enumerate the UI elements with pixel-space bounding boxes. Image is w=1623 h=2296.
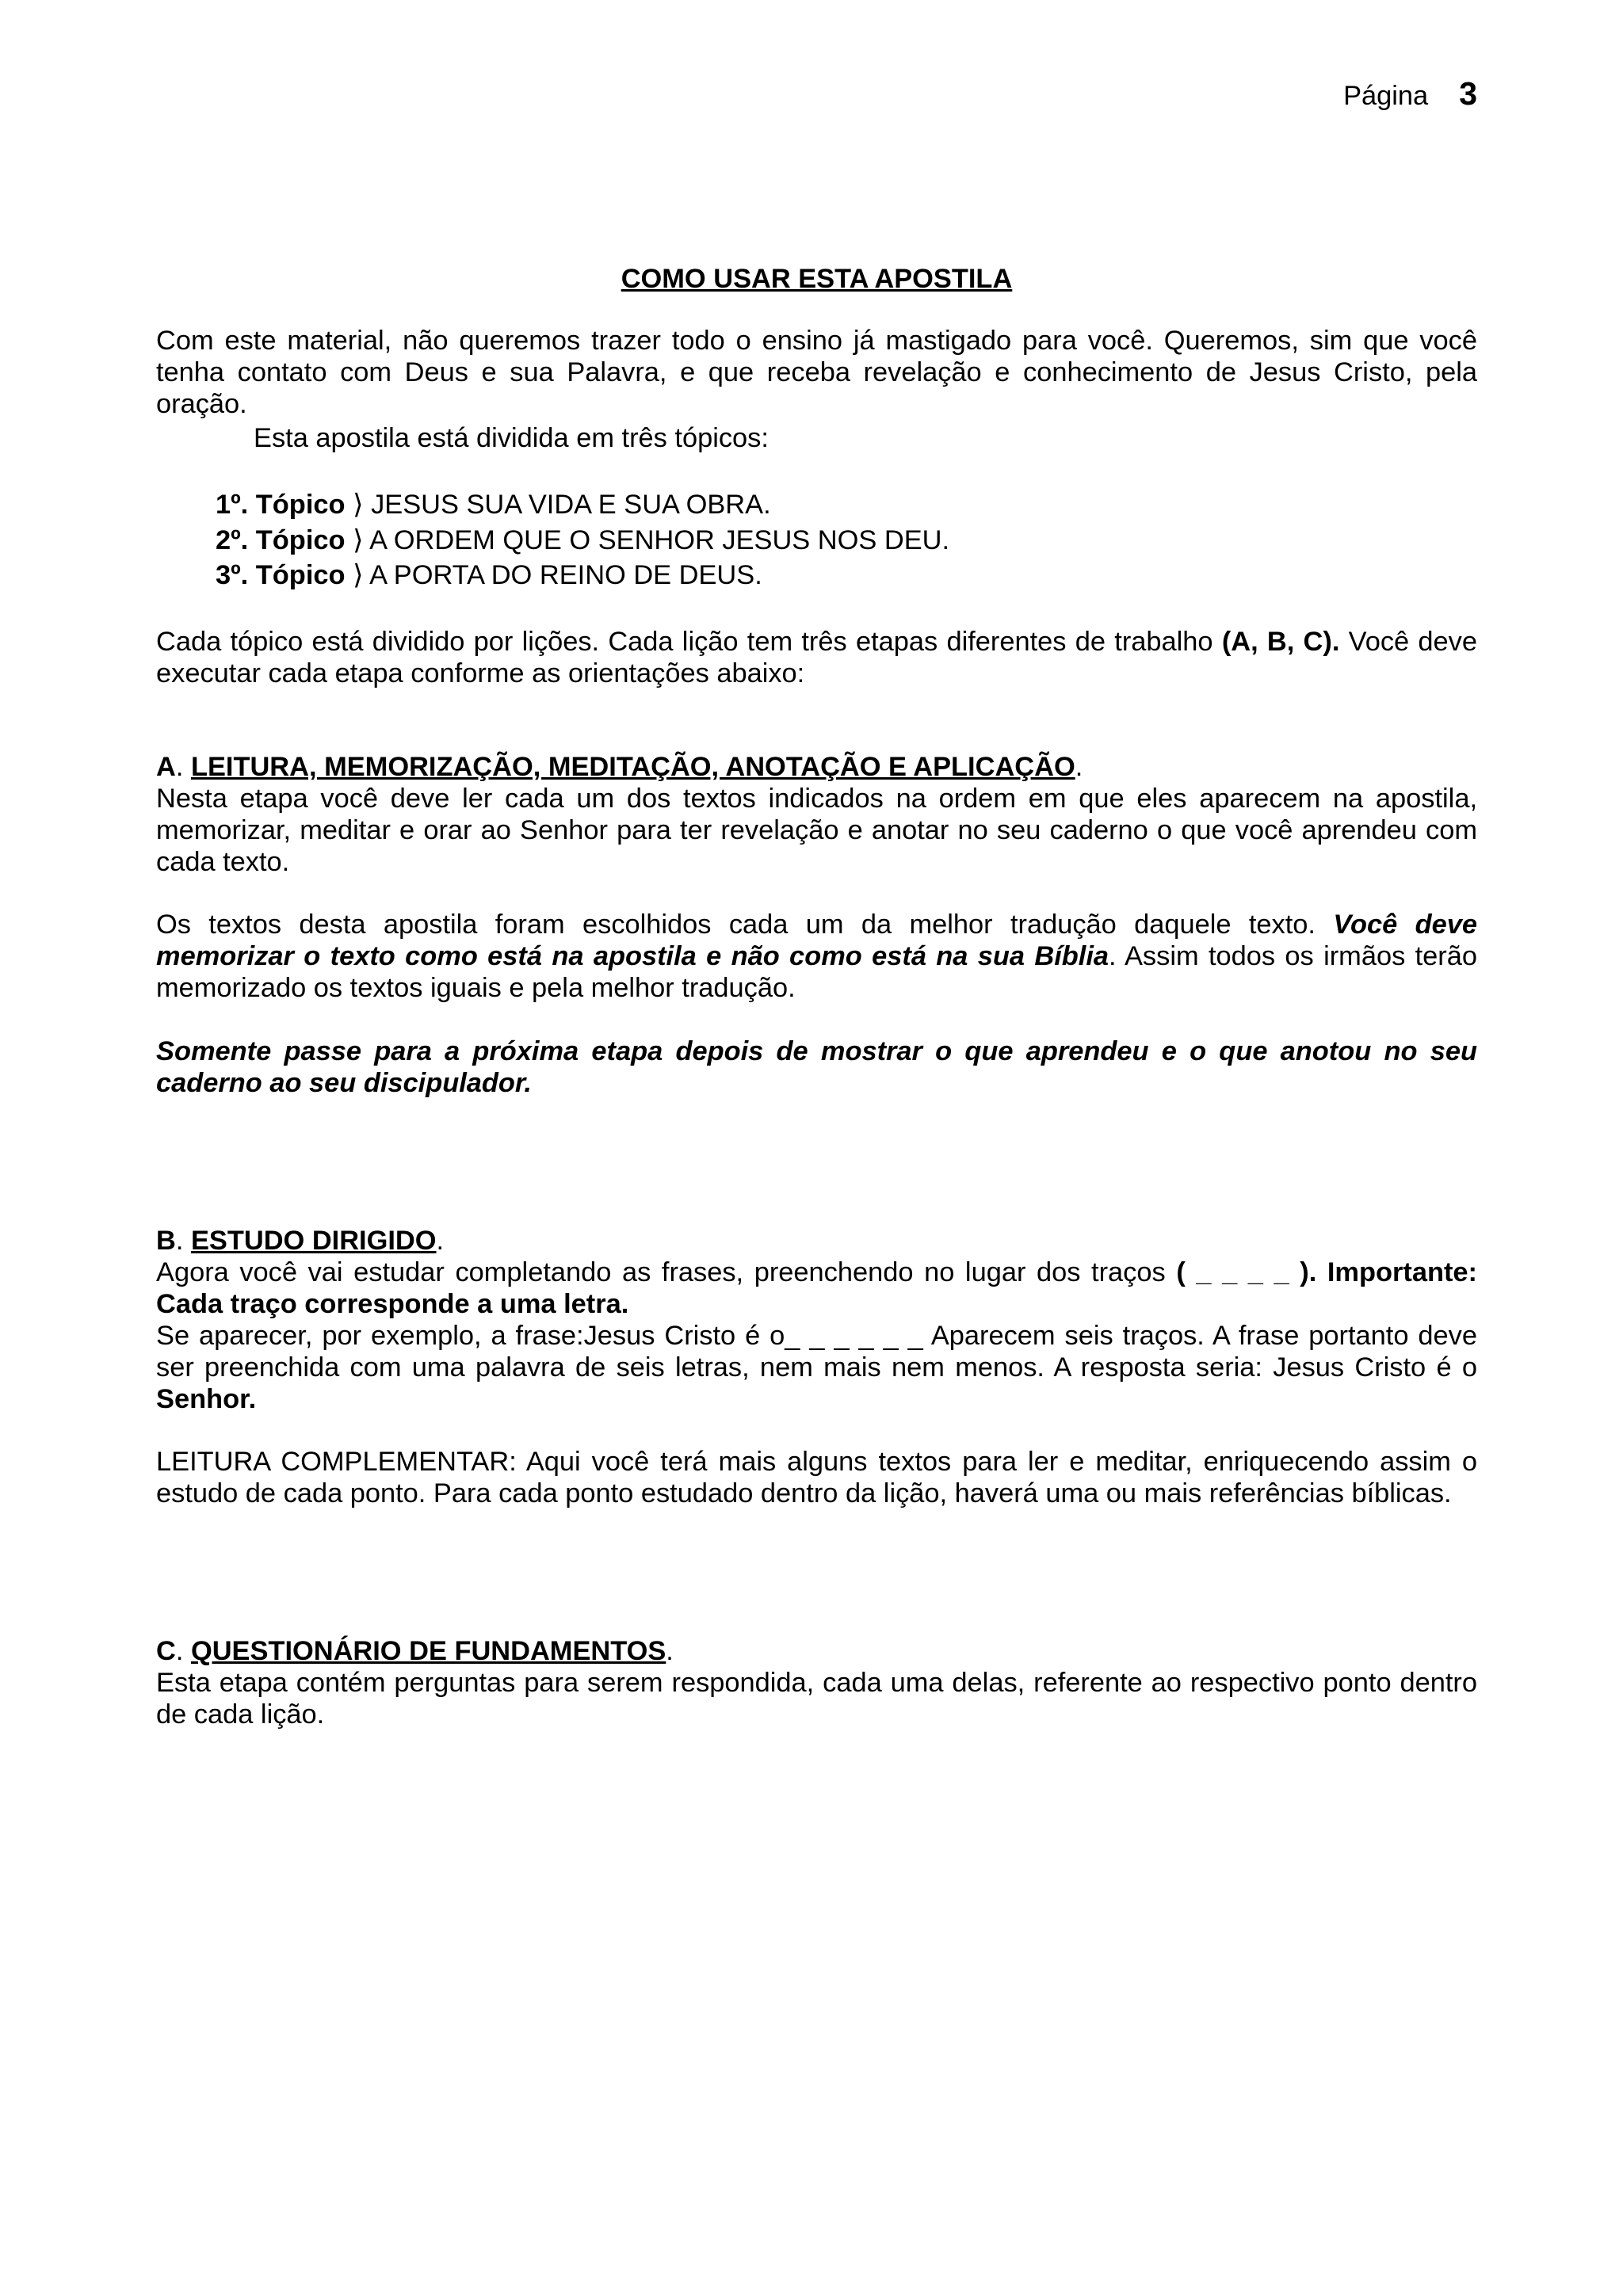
text-segment: Você deve xyxy=(1348,627,1477,657)
heading-punctuation: . xyxy=(666,1636,674,1666)
topic-separator: ⟩ xyxy=(353,560,364,590)
topic-item xyxy=(216,558,949,593)
text-line: cada texto. xyxy=(156,847,290,877)
intro-paragraph xyxy=(156,626,1477,689)
text-segment: . Assim todos os irmãos terão xyxy=(1109,941,1477,971)
topic-separator: ⟩ xyxy=(353,524,364,555)
text-line: memorizar, meditar e orar ao Senhor para ter revelação e anotar no seu caderno o que você aprendeu com xyxy=(156,815,1477,845)
page-title: COMO USAR ESTA APOSTILA xyxy=(621,264,1013,294)
text-segment: Os textos desta apostila foram escolhidos cada um da melhor tradução daquele texto. xyxy=(156,910,1316,940)
section-a xyxy=(156,751,1477,878)
text-line: oração. xyxy=(156,389,247,419)
section-a-paragraph xyxy=(156,909,1477,1004)
emphasis-text: Senhor. xyxy=(156,1384,257,1414)
text-line: tenha contato com Deus e sua Palavra, e que receba revelação e conhecimento de Jesus Cristo, pela xyxy=(156,357,1477,387)
emphasis-text: memorizar o texto como está na apostila e não como está na sua Bíblia xyxy=(156,941,1109,971)
emphasis-text: ( _ _ _ _ ). Importante: xyxy=(1176,1257,1478,1287)
intro-paragraph xyxy=(156,325,1477,420)
text-line xyxy=(156,626,1477,658)
topic-title: A ORDEM QUE O SENHOR JESUS NOS DEU. xyxy=(369,524,950,555)
text-line: Somente passe para a próxima etapa depois de mostrar o que aprendeu e o que anotou no seu xyxy=(156,1036,1477,1066)
text-line: LEITURA COMPLEMENTAR: Aqui você terá mais alguns textos para ler e meditar, enriquecendo assim o xyxy=(156,1447,1477,1477)
section-heading xyxy=(156,751,1477,783)
page-number: 3 xyxy=(1459,75,1477,112)
text-line: Esta etapa contém perguntas para serem respondida, cada uma delas, referente ao respectivo ponto dentro xyxy=(156,1668,1477,1698)
topic-title: JESUS SUA VIDA E SUA OBRA. xyxy=(371,490,771,520)
topic-label: 2º. Tópico xyxy=(216,524,346,555)
section-b xyxy=(156,1225,1477,1415)
section-a-note xyxy=(156,1035,1477,1099)
emphasis-text: Cada traço corresponde a uma letra. xyxy=(156,1289,629,1319)
heading-punctuation: . xyxy=(175,1636,184,1666)
text-line: executar cada etapa conforme as orientações abaixo: xyxy=(156,658,805,688)
topics-list xyxy=(216,487,949,593)
section-heading xyxy=(156,1225,1477,1257)
section-letter: C xyxy=(156,1636,176,1666)
text-line: Nesta etapa você deve ler cada um dos textos indicados na ordem em que eles aparecem na apostila, xyxy=(156,784,1477,814)
topic-separator: ⟩ xyxy=(353,490,364,520)
text-line xyxy=(156,1257,1477,1288)
text-line: Se aparecer, por exemplo, a frase:Jesus Cristo é o_ _ _ _ _ _ Aparecem seis traços. A frase portanto deve xyxy=(156,1321,1477,1351)
topic-title: A PORTA DO REINO DE DEUS. xyxy=(369,560,762,590)
emphasis-text: Você deve xyxy=(1333,910,1477,940)
page-label: Página xyxy=(1343,81,1429,111)
heading-punctuation: . xyxy=(175,752,184,782)
text-line xyxy=(156,1288,1477,1320)
section-letter: B xyxy=(156,1226,176,1256)
page-header xyxy=(1343,76,1477,113)
section-title: LEITURA, MEMORIZAÇÃO, MEDITAÇÃO, ANOTAÇÃO E APLICAÇÃO xyxy=(190,752,1075,782)
topic-item xyxy=(216,487,949,523)
text-segment: Cada tópico está dividido por lições. Cada lição tem três etapas diferentes de trabalho xyxy=(156,627,1213,657)
heading-punctuation: . xyxy=(436,1226,445,1256)
topic-label: 1º. Tópico xyxy=(216,490,346,520)
section-c xyxy=(156,1635,1477,1730)
text-line: Com este material, não queremos trazer todo o ensino já mastigado para você. Queremos, sim que você xyxy=(156,326,1477,356)
text-line: memorizado os textos iguais e pela melhor tradução. xyxy=(156,973,796,1003)
text-line xyxy=(156,940,1477,972)
section-title: QUESTIONÁRIO DE FUNDAMENTOS xyxy=(190,1636,666,1666)
text-line: ser preenchida com uma palavra de seis letras, nem mais nem menos. A resposta seria: Jesus Cristo é o xyxy=(156,1352,1477,1383)
text-line: caderno ao seu discipulador. xyxy=(156,1068,532,1098)
text-line: de cada lição. xyxy=(156,1699,325,1730)
topic-label: 3º. Tópico xyxy=(216,560,346,590)
section-b-complementary-reading xyxy=(156,1446,1477,1509)
heading-punctuation: . xyxy=(1075,752,1083,782)
section-heading xyxy=(156,1635,1477,1667)
text-line xyxy=(156,909,1477,940)
section-title: ESTUDO DIRIGIDO xyxy=(190,1226,437,1256)
text-line xyxy=(156,1383,1477,1415)
heading-punctuation: . xyxy=(175,1226,184,1256)
text-line: estudo de cada ponto. Para cada ponto estudado dentro da lição, haverá uma ou mais referências bíblicas. xyxy=(156,1478,1452,1508)
section-letter: A xyxy=(156,752,176,782)
text-segment: Agora você vai estudar completando as frases, preenchendo no lugar dos traços xyxy=(156,1257,1166,1287)
emphasis-text: (A, B, C). xyxy=(1221,627,1340,657)
topic-item xyxy=(216,523,949,559)
topics-intro-text: Esta apostila está dividida em três tópicos: xyxy=(254,423,769,453)
